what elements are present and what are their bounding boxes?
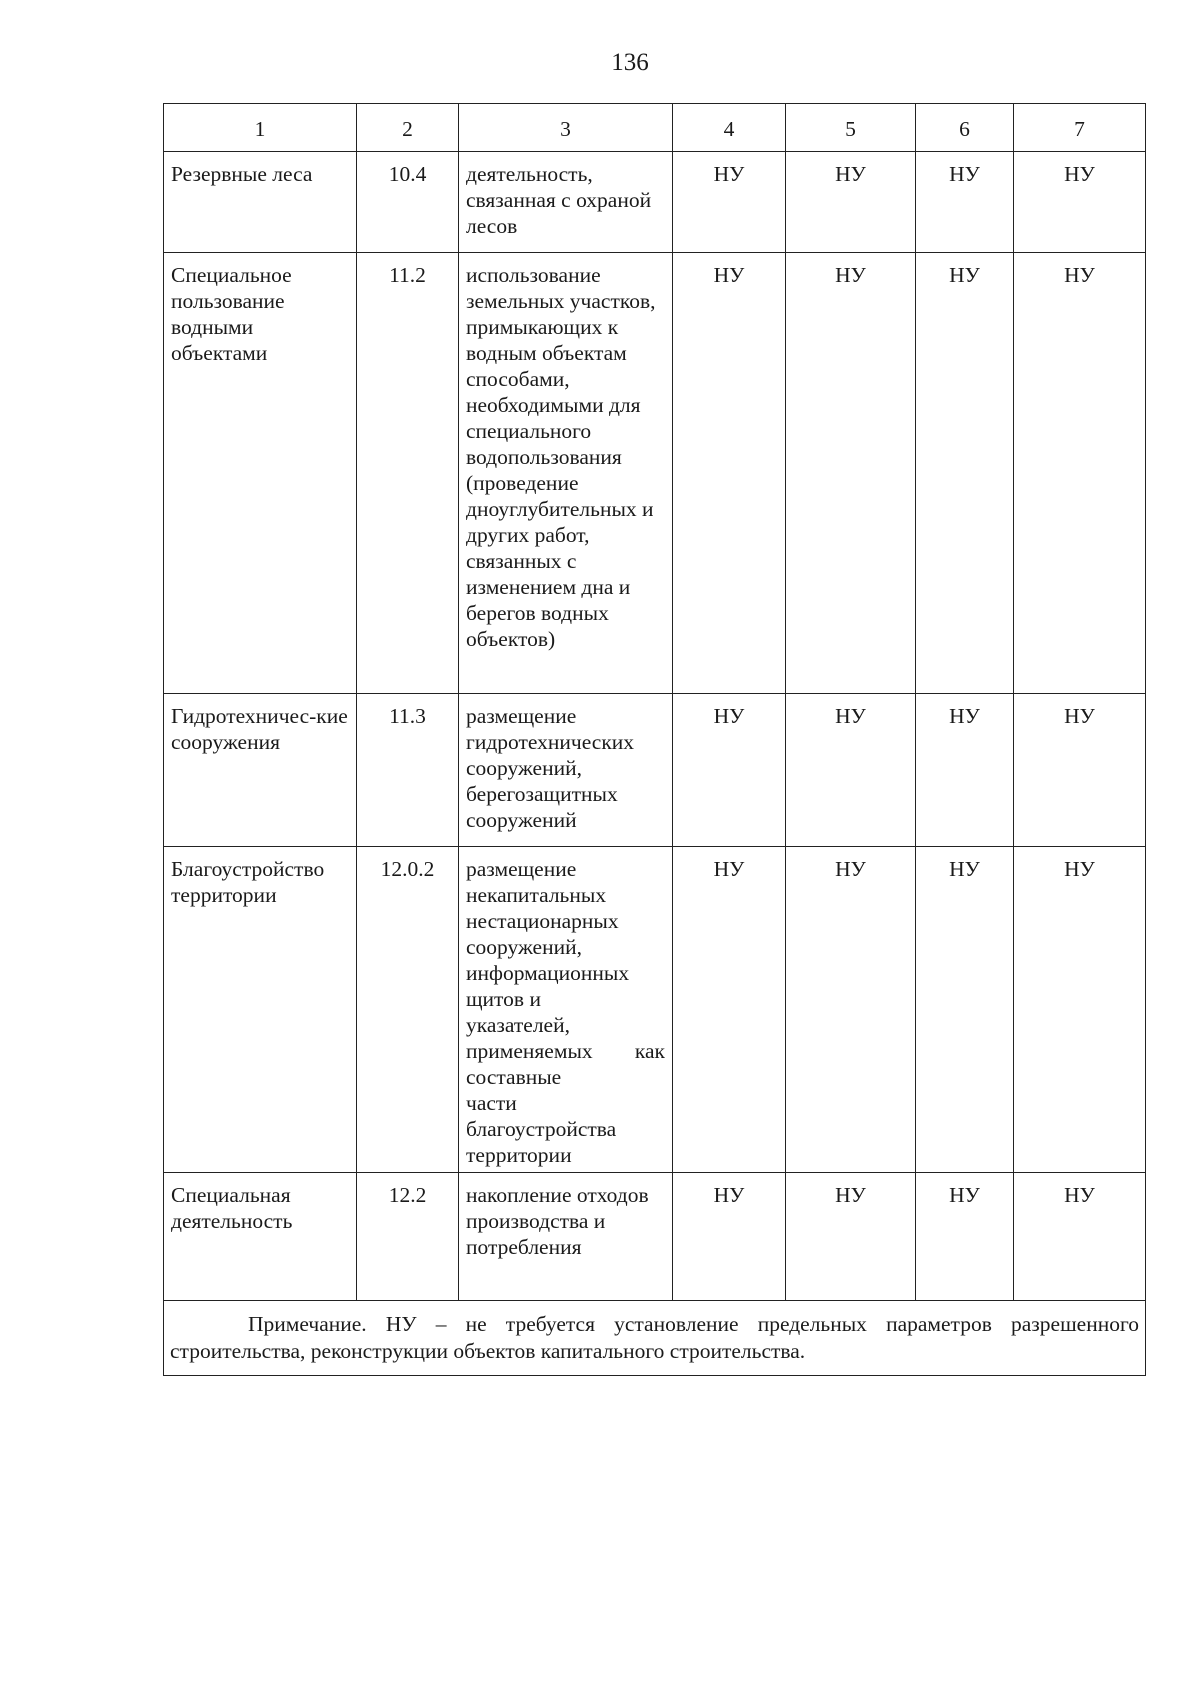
use-type-description: размещение гидротехнических сооружений, берегозащитных сооружений — [459, 694, 673, 847]
use-type-name: Резервные леса — [164, 152, 357, 253]
param-value: НУ — [786, 152, 916, 253]
table-note — [164, 1301, 1146, 1376]
use-type-name: Специальное пользование водными объектами — [164, 253, 357, 694]
use-type-description: накопление отходов производства и потребления — [459, 1173, 673, 1301]
description-line: некапитальных — [466, 883, 607, 907]
param-value: НУ — [786, 694, 916, 847]
use-type-description: использование земельных участков, примыкающих к водным объектам способами, необходимыми для специального водопользования (проведение дноуглубительных и других работ, связанных с изменением дна и берегов водных объектов) — [459, 253, 673, 694]
description-line: указателей, — [466, 1013, 570, 1037]
column-header: 2 — [357, 104, 459, 152]
description-line: информационных — [466, 961, 630, 985]
param-value: НУ — [916, 152, 1014, 253]
table-row — [164, 1173, 1146, 1301]
param-value: НУ — [673, 152, 786, 253]
use-type-description — [459, 847, 673, 1173]
use-type-code: 11.2 — [357, 253, 459, 694]
param-value: НУ — [1014, 152, 1146, 253]
param-value: НУ — [1014, 253, 1146, 694]
description-line: щитов и — [466, 987, 541, 1011]
param-value: НУ — [916, 253, 1014, 694]
param-value: НУ — [916, 847, 1014, 1173]
description-line: составные части — [466, 1065, 562, 1115]
land-use-table — [163, 103, 1146, 1376]
param-value: НУ — [1014, 694, 1146, 847]
column-header: 1 — [164, 104, 357, 152]
column-header: 6 — [916, 104, 1014, 152]
description-line: благоустройства — [466, 1117, 617, 1141]
table-header-row — [164, 104, 1146, 152]
param-value: НУ — [673, 253, 786, 694]
use-type-name: Гидротехничес-кие сооружения — [164, 694, 357, 847]
use-type-code: 12.0.2 — [357, 847, 459, 1173]
column-header: 4 — [673, 104, 786, 152]
column-header: 7 — [1014, 104, 1146, 152]
description-line: размещение — [466, 857, 577, 881]
table-row — [164, 847, 1146, 1173]
table-row — [164, 152, 1146, 253]
table-row — [164, 694, 1146, 847]
param-value: НУ — [673, 1173, 786, 1301]
page-number: 136 — [611, 49, 649, 76]
description-line: территории — [466, 1143, 572, 1167]
use-type-description: деятельность, связанная с охраной лесов — [459, 152, 673, 253]
param-value: НУ — [786, 253, 916, 694]
note-text: Примечание. НУ – не требуется установление предельных параметров разрешенного строительства, реконструкции объектов капитального строительства. — [170, 1312, 1139, 1363]
param-value: НУ — [786, 1173, 916, 1301]
use-type-code: 10.4 — [357, 152, 459, 253]
column-header: 5 — [786, 104, 916, 152]
param-value: НУ — [786, 847, 916, 1173]
description-line: нестационарных — [466, 909, 619, 933]
description-line: применяемых как — [466, 1039, 665, 1063]
table-note-row — [164, 1301, 1146, 1376]
use-type-code: 12.2 — [357, 1173, 459, 1301]
column-header: 3 — [459, 104, 673, 152]
use-type-code: 11.3 — [357, 694, 459, 847]
param-value: НУ — [673, 694, 786, 847]
param-value: НУ — [1014, 1173, 1146, 1301]
param-value: НУ — [916, 1173, 1014, 1301]
table-row — [164, 253, 1146, 694]
param-value: НУ — [1014, 847, 1146, 1173]
param-value: НУ — [673, 847, 786, 1173]
description-line: сооружений, — [466, 935, 582, 959]
use-type-name: Специальная деятельность — [164, 1173, 357, 1301]
use-type-name: Благоустройство территории — [164, 847, 357, 1173]
param-value: НУ — [916, 694, 1014, 847]
